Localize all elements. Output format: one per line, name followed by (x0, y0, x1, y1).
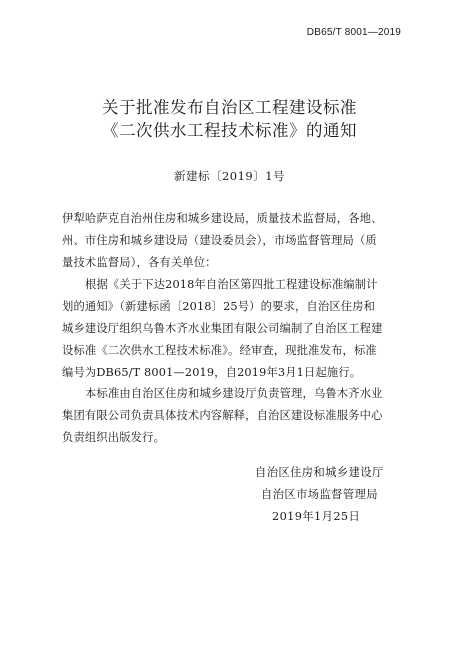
paragraph-line: 伊犁哈萨克自治州住房和城乡建设局，质量技术监督局，各地、 (62, 212, 383, 225)
paragraph-line: 州、市住房和城乡建设局（建设委员会），市场监督管理局（质 (62, 234, 377, 247)
standard-code: DB65/T 8001—2019 (306, 27, 401, 38)
paragraph-line: 集团有限公司负责具体技术内容解释，自治区建设标准服务中心 (62, 409, 383, 422)
issuer-housing-department: 自治区住房和城乡建设厅 (255, 466, 384, 479)
paragraph-line: 根据《关于下达2018年自治区第四批工程建设标准编制计 (85, 278, 378, 291)
paragraph-line: 编号为DB65/T 8001—2019，自2019年3月1日起施行。 (62, 366, 362, 379)
title-line-1: 关于批准发布自治区工程建设标准 (102, 98, 357, 117)
paragraph-line: 设标准《二次供水工程技术标准》。经审查，现批准发布，标准 (62, 344, 377, 357)
issuer-market-regulation: 自治区市场监督管理局 (261, 488, 378, 501)
paragraph-line: 量技术监督局），各有关单位： (62, 256, 217, 269)
document-number: 新建标〔2019〕1号 (173, 169, 286, 183)
paragraph-management (62, 383, 408, 449)
issue-date: 2019年1月25日 (272, 510, 361, 523)
paragraph-addressees (62, 208, 408, 274)
title-line-2: 《二次供水工程技术标准》的通知 (102, 121, 357, 140)
paragraph-line: 划的通知》（新建标函〔2018〕25号）的要求，自治区住房和 (62, 300, 376, 313)
paragraph-line: 城乡建设厅组织乌鲁木齐水业集团有限公司编制了自治区工程建 (62, 322, 383, 335)
paragraph-line: 本标准由自治区住房和城乡建设厅负责管理，乌鲁木齐水业 (85, 387, 383, 400)
paragraph-line: 负责组织出版发行。 (62, 431, 166, 444)
paragraph-approval (62, 274, 408, 384)
